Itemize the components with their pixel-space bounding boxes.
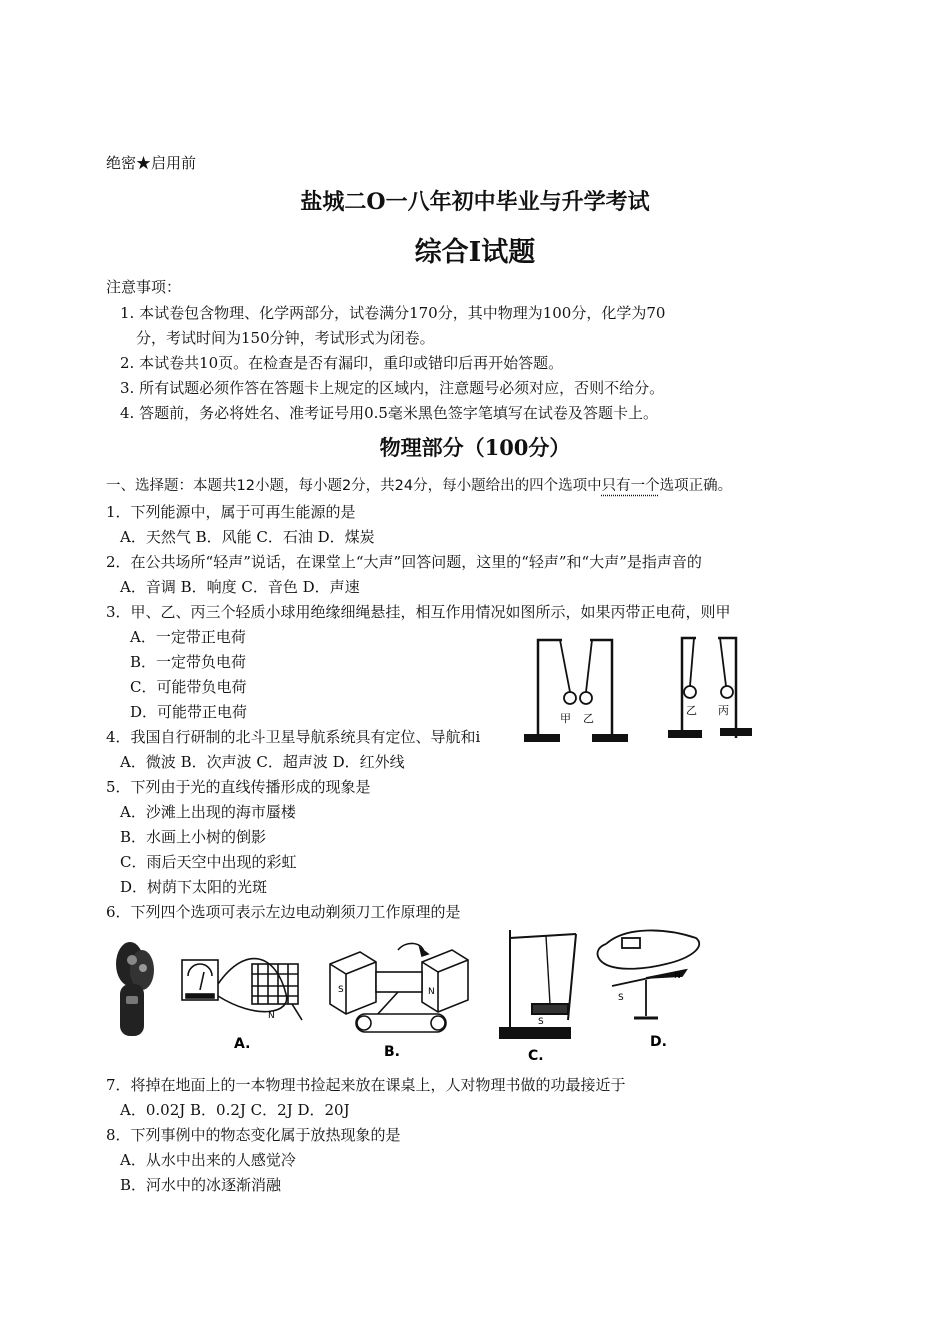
question-7-options: A．0.02J B．0.2J C．2J D．20J <box>120 1101 350 1119</box>
question-4-stem: 4．我国自行研制的北斗卫星导航系统具有定位、导航和i <box>106 728 481 746</box>
notice-item-1-cont: 分，考试时间为150分钟，考试形式为闭卷。 <box>136 329 435 347</box>
notice-item-4: 4. 答题前，务必将姓名、准考证号用0.5毫米黑色签字笔填写在试卷及答题卡上。 <box>120 404 658 422</box>
question-8-option-a: A．从水中出来的人感觉冷 <box>120 1151 296 1169</box>
section-instructions <box>106 474 732 495</box>
option-a-diagram <box>182 959 302 1020</box>
physics-section-title: 物理部分（100分） <box>379 435 571 460</box>
question-4-options: A．微波 B．次声波 C．超声波 D．红外线 <box>120 753 405 771</box>
notice-item-3: 3. 所有试题必须作答在答题卡上规定的区域内，注意题号必须对应，否则不给分。 <box>120 379 665 397</box>
intro-pre: 一、选择题：本题共12小题，每小题2分，共24分，每小题给出的四个选项中 <box>106 478 602 494</box>
intro-emph: 只有一个 <box>601 478 660 494</box>
question-7-stem: 7．将掉在地面上的一本物理书捡起来放在课桌上，人对物理书做的功最接近于 <box>106 1076 626 1094</box>
caption-c: C. <box>528 1048 544 1064</box>
stand-base-left-1 <box>524 734 560 742</box>
question-5-option-c: C．雨后天空中出现的彩虹 <box>120 853 297 871</box>
question-5-option-a: A．沙滩上出现的海市蜃楼 <box>120 803 296 821</box>
option-b-diagram <box>330 943 468 1032</box>
label-yi-1: 乙 <box>583 712 594 725</box>
stand-base-left-2 <box>592 734 628 742</box>
question-5-option-b: B．水画上小树的倒影 <box>120 828 267 846</box>
label-bing: 丙 <box>718 704 729 717</box>
pole-c-s: S <box>538 1017 544 1027</box>
ball-bing <box>721 686 733 698</box>
ball-yi-right <box>684 686 696 698</box>
option-d-diagram <box>598 930 700 1018</box>
caption-d: D. <box>650 1034 667 1050</box>
intro-post: 选项正确。 <box>659 478 733 494</box>
pole-a-n: N <box>268 1011 275 1021</box>
question-3-option-c: C．可能带负电荷 <box>130 678 247 696</box>
question-5-stem: 5．下列由于光的直线传播形成的现象是 <box>106 778 371 796</box>
q6-figure <box>106 924 706 1064</box>
pole-d-n: N <box>674 971 681 981</box>
question-3-stem: 3．甲、乙、丙三个轻质小球用绝缘细绳悬挂，相互作用情况如图所示，如果丙带正电荷，则甲 <box>106 603 731 621</box>
stand-base-right-1 <box>668 730 702 738</box>
pole-d-s: S <box>618 993 624 1003</box>
question-2-options: A．音调 B．响度 C．音色 D．声速 <box>120 578 360 596</box>
notice-item-2: 2. 本试卷共10页。在检查是否有漏印，重印或错印后再开始答题。 <box>120 354 564 372</box>
electric-shaver-icon <box>116 942 154 1036</box>
exam-title: 盐城二O一八年初中毕业与升学考试 <box>300 189 650 215</box>
question-2-stem: 2．在公共场所“轻声”说话，在课堂上“大声”回答问题，这里的“轻声”和“大声”是指声音的 <box>106 553 702 571</box>
question-1-stem: 1．下列能源中，属于可再生能源的是 <box>106 503 356 521</box>
notice-heading: 注意事项： <box>106 278 182 296</box>
stand-left-frame <box>538 640 562 738</box>
ball-jia <box>564 692 576 704</box>
exam-subtitle: 综合I试题 <box>414 237 536 268</box>
stand-base-right-2 <box>720 728 752 736</box>
ball-yi-left <box>580 692 592 704</box>
secret-label: 绝密★启用前 <box>106 154 197 172</box>
notice-item-1: 1. 本试卷包含物理、化学两部分，试卷满分170分，其中物理为100分，化学为70 <box>120 304 666 322</box>
question-5-option-d: D．树荫下太阳的光斑 <box>120 878 268 896</box>
question-8-option-b: B．河水中的冰逐渐消融 <box>120 1176 282 1194</box>
question-3-option-b: B．一定带负电荷 <box>130 653 247 671</box>
pole-b-n: N <box>428 987 435 997</box>
label-yi-2: 乙 <box>686 704 697 717</box>
label-jia: 甲 <box>560 712 571 725</box>
question-3-option-a: A．一定带正电荷 <box>130 628 246 646</box>
pole-b-s: S <box>338 985 344 995</box>
question-3-option-d: D．可能带正电荷 <box>130 703 248 721</box>
question-8-stem: 8．下列事例中的物态变化属于放热现象的是 <box>106 1126 401 1144</box>
question-6-stem: 6．下列四个选项可表示左边电动剃须刀工作原理的是 <box>106 903 461 921</box>
q3-figure <box>520 630 760 745</box>
question-1-options: A．天然气 B．风能 C．石油 D．煤炭 <box>120 528 375 546</box>
caption-a: A. <box>234 1036 251 1052</box>
caption-b: B. <box>384 1044 400 1060</box>
